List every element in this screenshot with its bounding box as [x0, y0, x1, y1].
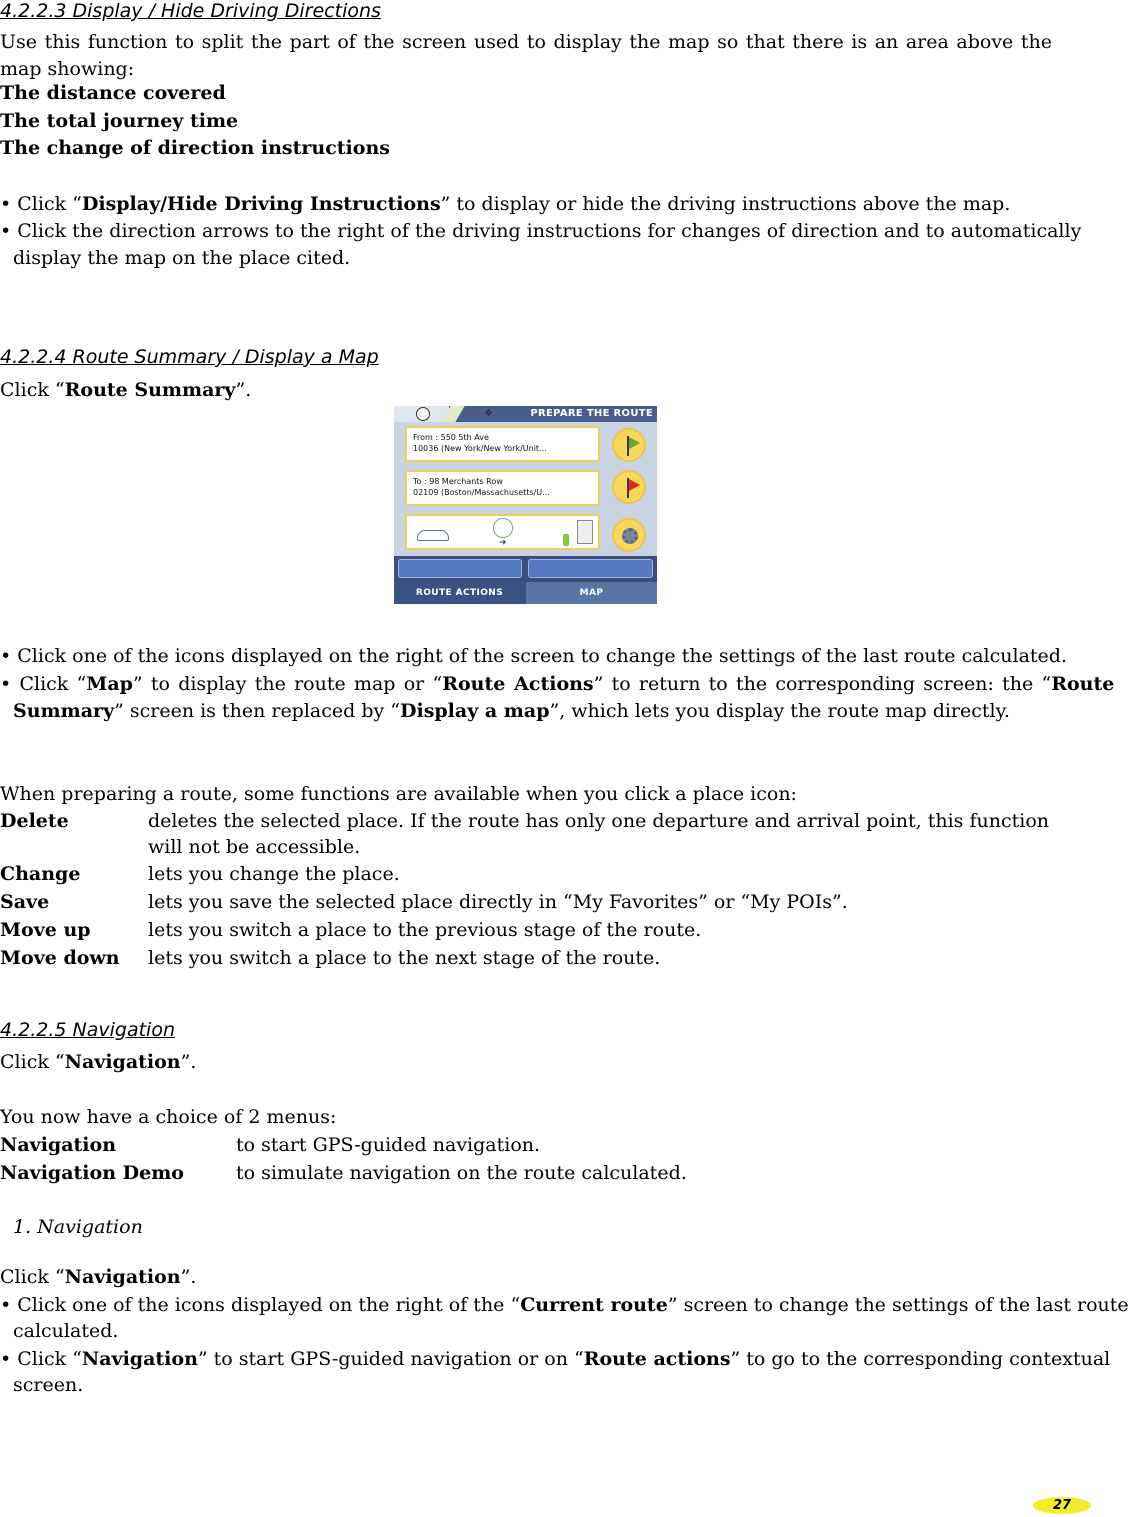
- bullet-continuation: screen.: [13, 1374, 84, 1396]
- blank-button-right[interactable]: [528, 559, 653, 578]
- definition-desc: lets you save the selected place directly in “My Favorites” or “My POIs”.: [148, 891, 848, 913]
- list-item: The total journey time: [0, 110, 239, 132]
- subheading-navigation: 1. Navigation: [13, 1216, 143, 1238]
- definition-term: Move up: [0, 919, 91, 941]
- bullet-continuation: calculated.: [13, 1320, 119, 1342]
- definition-term: Delete: [0, 810, 69, 832]
- bullet-icon: •: [0, 193, 12, 215]
- route-actions-button[interactable]: ROUTE ACTIONS: [394, 582, 525, 604]
- definition-desc: to simulate navigation on the route calculated.: [236, 1162, 687, 1184]
- definition-desc: lets you switch a place to the previous stage of the route.: [148, 919, 702, 941]
- definition-desc: lets you change the place.: [148, 863, 400, 885]
- list-item: The distance covered: [0, 82, 226, 104]
- click-instruction: Click “Navigation”.: [0, 1266, 197, 1288]
- choice-paragraph: You now have a choice of 2 menus:: [0, 1106, 337, 1128]
- screen-title-bar: [394, 406, 657, 422]
- penguin-logo-icon: [416, 407, 430, 421]
- bullet-icon: •: [0, 673, 12, 695]
- bullet-item: • Click the direction arrows to the right of the driving instructions for changes of direction and to automatically: [0, 220, 1082, 242]
- click-instruction: Click “Route Summary”.: [0, 379, 252, 401]
- definition-desc: to start GPS-guided navigation.: [236, 1134, 541, 1156]
- definition-desc: lets you switch a place to the next stage of the route.: [148, 947, 661, 969]
- section-heading-route-summary: 4.2.2.4 Route Summary / Display a Map: [0, 346, 379, 368]
- blank-button-left[interactable]: [398, 559, 522, 578]
- bullet-continuation: Summary” screen is then replaced by “Display a map”, which lets you display the route map directly.: [13, 700, 1010, 722]
- bullet-icon: •: [0, 1348, 12, 1370]
- map-button[interactable]: MAP: [526, 582, 657, 604]
- arrow-icon: ➜: [499, 538, 507, 548]
- bullet-continuation: display the map on the place cited.: [13, 247, 351, 269]
- preparing-paragraph: When preparing a route, some functions are available when you click a place icon:: [0, 783, 797, 805]
- to-address-detail: 02109 (Boston/Massachusetts/U...: [413, 488, 550, 497]
- person-icon: [577, 520, 593, 544]
- route-summary-card[interactable]: [405, 514, 600, 550]
- prepare-route-screenshot: [394, 406, 657, 604]
- to-address-line: To : 98 Merchants Row: [413, 477, 503, 486]
- from-address-line: From : 550 5th Ave: [413, 433, 489, 442]
- bullet-item: • Click “Map” to display the route map or “Route Actions” to return to the corresponding screen: the “Route: [0, 673, 1115, 695]
- bullet-icon: •: [0, 1294, 12, 1316]
- list-item: The change of direction instructions: [0, 137, 390, 159]
- destination-flag-icon[interactable]: [612, 470, 646, 504]
- start-flag-icon[interactable]: [612, 428, 646, 462]
- from-address-detail: 10036 (New York/New York/Unit...: [413, 444, 547, 453]
- page-number: 27: [1033, 1497, 1091, 1514]
- bullet-item: • Click “Navigation” to start GPS-guided navigation or on “Route actions” to go to the corresponding contextual: [0, 1348, 1111, 1370]
- tree-icon: [493, 518, 513, 538]
- bullet-icon: •: [0, 645, 12, 667]
- section-heading-navigation: 4.2.2.5 Navigation: [0, 1019, 175, 1041]
- battery-icon: [563, 534, 569, 546]
- car-icon: [417, 530, 449, 541]
- definition-term: Change: [0, 863, 81, 885]
- bullet-icon: •: [0, 220, 12, 242]
- intro-paragraph: Use this function to split the part of the screen used to display the map so that there is an area above the map showing:: [0, 31, 1052, 80]
- bullet-item: • Click one of the icons displayed on the right of the “Current route” screen to change the settings of the last route: [0, 1294, 1129, 1316]
- definition-desc: will not be accessible.: [148, 836, 361, 858]
- satellite-icon: ❖: [484, 408, 493, 419]
- settings-gear-icon[interactable]: [612, 518, 646, 552]
- definition-term: Move down: [0, 947, 120, 969]
- definition-term: Navigation Demo: [0, 1162, 184, 1184]
- click-instruction: Click “Navigation”.: [0, 1051, 197, 1073]
- route-from-card[interactable]: [405, 426, 600, 462]
- definition-desc: deletes the selected place. If the route has only one departure and arrival point, this function: [148, 810, 1050, 832]
- definition-term: Navigation: [0, 1134, 117, 1156]
- bullet-item: • Click one of the icons displayed on the right of the screen to change the settings of the last route calculated.: [0, 645, 1067, 667]
- bullet-item: • Click “Display/Hide Driving Instructions” to display or hide the driving instructions above the map.: [0, 193, 1011, 215]
- section-heading-display-hide: 4.2.2.3 Display / Hide Driving Directions: [0, 0, 381, 22]
- route-to-card[interactable]: [405, 470, 600, 506]
- definition-term: Save: [0, 891, 50, 913]
- screen-title: PREPARE THE ROUTE: [530, 408, 653, 419]
